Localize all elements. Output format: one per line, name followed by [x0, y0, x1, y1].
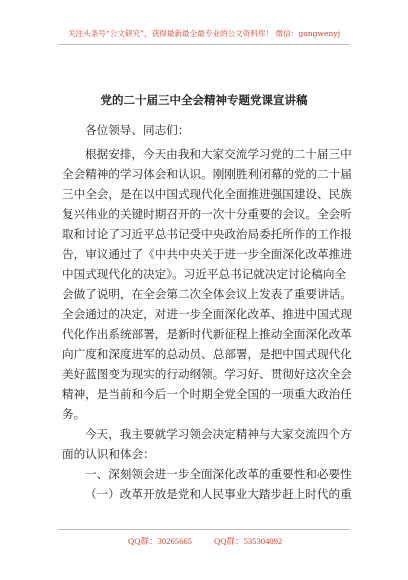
body-line: 精神，是当前和今后一个时期全党全国的一项重大政治任	[62, 387, 352, 401]
footer-qq-group-2: QQ群：535304092	[214, 536, 283, 546]
header-divider	[58, 44, 350, 45]
salutation	[62, 120, 352, 140]
footer-qq-group-1: QQ群：30265665	[128, 536, 192, 546]
body-line: 美好蓝图变为现实的行动纲领。学习好、贯彻好这次全会	[62, 367, 352, 381]
body-line: 会做了说明，在全会第二次全体会议上发表了重要讲话。	[62, 287, 352, 301]
body-line: 复兴伟业的关键时期召开的一次十分重要的会议。全会听	[62, 207, 352, 221]
body-line: 务。	[62, 407, 86, 421]
body-line: 今天，我主要就学习领会决定精神与大家交流四个方	[85, 427, 352, 441]
document-title: 党的二十届三中全会精神专题党课宣讲稿	[100, 93, 308, 107]
body-line: 根据安排，今天由我和大家交流学习党的二十届三中	[85, 147, 352, 161]
header-banner: 关注头条号“公文研究”，获得最新最全最专业的公文资料库！ 微信：gongwenyj	[67, 29, 341, 38]
body-line: 全会通过的决定，对进一步全面深化改革、推进中国式现	[62, 307, 352, 321]
document-body	[62, 144, 352, 504]
body-line: 三中全会，是在以中国式现代化全面推进强国建设、民族	[62, 187, 352, 201]
body-line: 全会精神的学习体会和认识。刚刚胜利闭幕的党的二十届	[62, 167, 352, 181]
salutation-line: 各位领导、同志们：	[85, 123, 190, 137]
section-heading: 一、深刻领会进一步全面深化改革的重要性和必要性	[85, 467, 352, 481]
subsection-heading: （一）改革开放是党和人民事业大踏步赶上时代的重	[85, 487, 352, 501]
body-line: 告，审议通过了《中共中央关于进一步全面深化改革推进	[62, 247, 352, 261]
body-line: 取和讨论了习近平总书记受中央政治局委托所作的工作报	[62, 227, 352, 241]
footer-divider	[58, 529, 350, 530]
body-line: 代化作出系统部署，是新时代新征程上推动全面深化改革	[62, 327, 352, 341]
body-line: 面的认识和体会：	[62, 447, 155, 461]
body-line: 向广度和深度进军的总动员、总部署，是把中国式现代化	[62, 347, 352, 361]
body-line: 中国式现代化的决定》。习近平总书记就决定讨论稿向全	[62, 267, 347, 281]
